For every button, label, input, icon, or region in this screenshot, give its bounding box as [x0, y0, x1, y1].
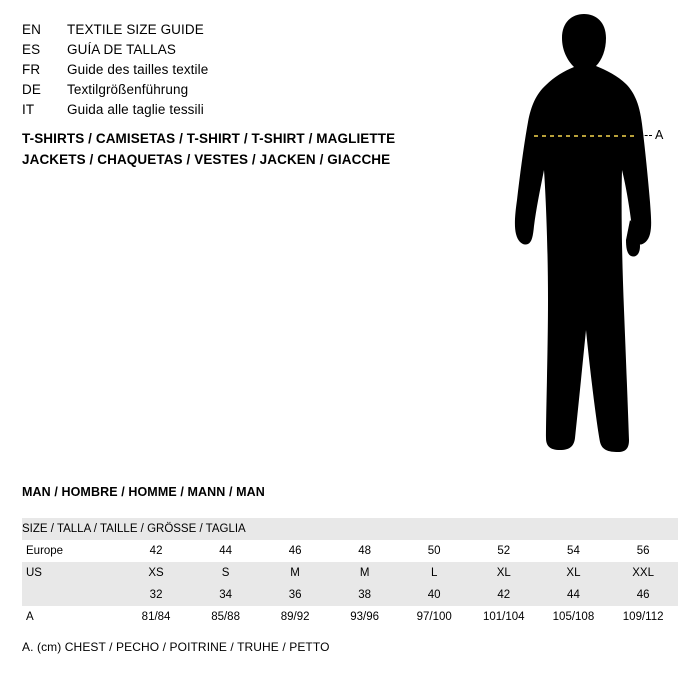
size-table [22, 518, 678, 628]
cell: L [399, 562, 469, 584]
measure-leader-line [636, 135, 652, 136]
language-row [22, 102, 482, 122]
cell: S [191, 562, 261, 584]
language-code: ES [22, 42, 41, 57]
category-block [22, 128, 492, 170]
cell: 32 [121, 584, 191, 606]
language-row [22, 22, 482, 42]
cell: 85/88 [191, 606, 261, 628]
language-title: Guida alle taglie tessili [67, 102, 204, 117]
cell: 38 [330, 584, 400, 606]
cell: 44 [539, 584, 609, 606]
language-row [22, 62, 482, 82]
measure-label-a: A [655, 128, 664, 142]
language-row [22, 42, 482, 62]
cell: M [330, 562, 400, 584]
table-section-title: MAN / HOMBRE / HOMME / MANN / MAN [22, 485, 265, 499]
cell: XS [121, 562, 191, 584]
table-row [22, 540, 678, 562]
cell: 50 [399, 540, 469, 562]
cell: 40 [399, 584, 469, 606]
category-line-jackets: JACKETS / CHAQUETAS / VESTES / JACKEN / GIACCHE [22, 152, 391, 167]
table-header-label: SIZE / TALLA / TAILLE / GRÖSSE / TAGLIA [22, 518, 678, 540]
language-header-block [22, 22, 482, 122]
cell: 109/112 [608, 606, 678, 628]
cell: 97/100 [399, 606, 469, 628]
language-title: Guide des tailles textile [67, 62, 209, 77]
language-code: EN [22, 22, 41, 37]
language-title: TEXTILE SIZE GUIDE [67, 22, 204, 37]
cell: 52 [469, 540, 539, 562]
table-row [22, 562, 678, 584]
cell: 36 [260, 584, 330, 606]
cell: XL [539, 562, 609, 584]
row-label: Europe [22, 540, 121, 562]
table-row [22, 606, 678, 628]
cell: 93/96 [330, 606, 400, 628]
cell: XXL [608, 562, 678, 584]
table-row [22, 584, 678, 606]
language-code: DE [22, 82, 41, 97]
cell: 105/108 [539, 606, 609, 628]
language-title: Textilgrößenführung [67, 82, 189, 97]
cell: 34 [191, 584, 261, 606]
row-label: US [22, 562, 121, 584]
table-footnote: A. (cm) CHEST / PECHO / POITRINE / TRUHE / PETTO [22, 640, 330, 654]
row-label [22, 584, 121, 606]
cell: 81/84 [121, 606, 191, 628]
cell: 101/104 [469, 606, 539, 628]
man-silhouette-figure [490, 10, 690, 470]
cell: M [260, 562, 330, 584]
cell: 46 [260, 540, 330, 562]
cell: 46 [608, 584, 678, 606]
language-row [22, 82, 482, 102]
language-code: IT [22, 102, 35, 117]
cell: 54 [539, 540, 609, 562]
cell: 42 [469, 584, 539, 606]
cell: 89/92 [260, 606, 330, 628]
language-code: FR [22, 62, 41, 77]
row-label: A [22, 606, 121, 628]
cell: 42 [121, 540, 191, 562]
man-silhouette-icon [490, 10, 690, 470]
category-line-tshirts: T-SHIRTS / CAMISETAS / T-SHIRT / T-SHIRT / MAGLIETTE [22, 131, 396, 146]
cell: 44 [191, 540, 261, 562]
cell: 56 [608, 540, 678, 562]
table-header-row [22, 518, 678, 540]
cell: XL [469, 562, 539, 584]
cell: 48 [330, 540, 400, 562]
language-title: GUÍA DE TALLAS [67, 42, 176, 57]
